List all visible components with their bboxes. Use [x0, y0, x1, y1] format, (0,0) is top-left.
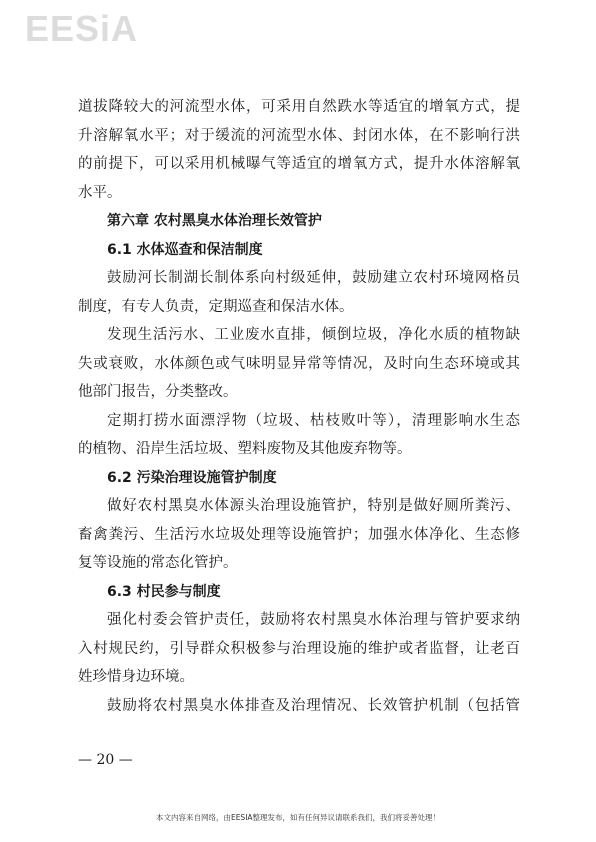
paragraph-line: 做好农村黑臭水体源头治理设施管护，特别是做好厕所粪污、 — [107, 498, 520, 514]
paragraph-line: 鼓励河长制湖长制体系向村级延伸，鼓励建立农村环境网格员 — [107, 270, 520, 286]
paragraph-line: 姓珍惜身边环境。 — [78, 669, 194, 685]
paragraph-line: 复等设施的常态化管护。 — [78, 555, 238, 571]
paragraph-line: 制度，有专人负责，定期巡查和保洁水体。 — [78, 298, 354, 315]
page-number: — 20 — — [78, 752, 133, 768]
paragraph-line: 入村规民约，引导群众积极参与治理设施的维护或者监督，让老百 — [78, 640, 520, 657]
section-heading: 6.3 村民参与制度 — [107, 583, 221, 600]
paragraph-line: 畜禽粪污、生活污水垃圾处理等设施管护；加强水体净化、生态修 — [78, 526, 520, 543]
paragraph-line: 升溶解氧水平；对于缓流的河流型水体、封闭水体，在不影响行洪 — [78, 127, 520, 144]
section-heading: 6.2 污染治理设施管护制度 — [107, 469, 277, 486]
paragraph-line: 鼓励将农村黑臭水体排查及治理情况、长效管护机制（包括管 — [107, 697, 520, 714]
paragraph-line: 的前提下，可以采用机械曝气等适宜的增氧方式，提升水体溶解氧 — [78, 156, 520, 172]
paragraph-line: 道拔降较大的河流型水体，可采用自然跌水等适宜的增氧方式，提 — [78, 99, 520, 115]
eesia-logo: EESiA — [25, 8, 139, 49]
section-heading: 第六章 农村黑臭水体治理长效管护 — [107, 213, 322, 229]
paragraph-line: 发现生活污水、工业废水直排，倾倒垃圾，净化水质的植物缺 — [107, 327, 520, 343]
paragraph-line: 他部门报告，分类整改。 — [78, 384, 238, 400]
paragraph-line: 失或衰败，水体颜色或气味明显异常等情况，及时向生态环境或其 — [78, 355, 520, 372]
paragraph-line: 强化村委会管护责任，鼓励将农村黑臭水体治理与管护要求纳 — [107, 612, 520, 628]
paragraph-line: 水平。 — [78, 184, 122, 201]
document-body — [78, 93, 520, 720]
section-heading: 6.1 水体巡查和保洁制度 — [107, 241, 263, 258]
paragraph-line: 的植物、沿岸生活垃圾、塑料废物及其他废弃物等。 — [78, 441, 412, 457]
footer-disclaimer: 本文内容来自网络，由EESIA整理发布，如有任何异议请联系我们，我们将妥善处理！ — [155, 813, 441, 822]
paragraph-line: 定期打捞水面漂浮物（垃圾、枯枝败叶等），清理影响水生态 — [107, 412, 520, 429]
